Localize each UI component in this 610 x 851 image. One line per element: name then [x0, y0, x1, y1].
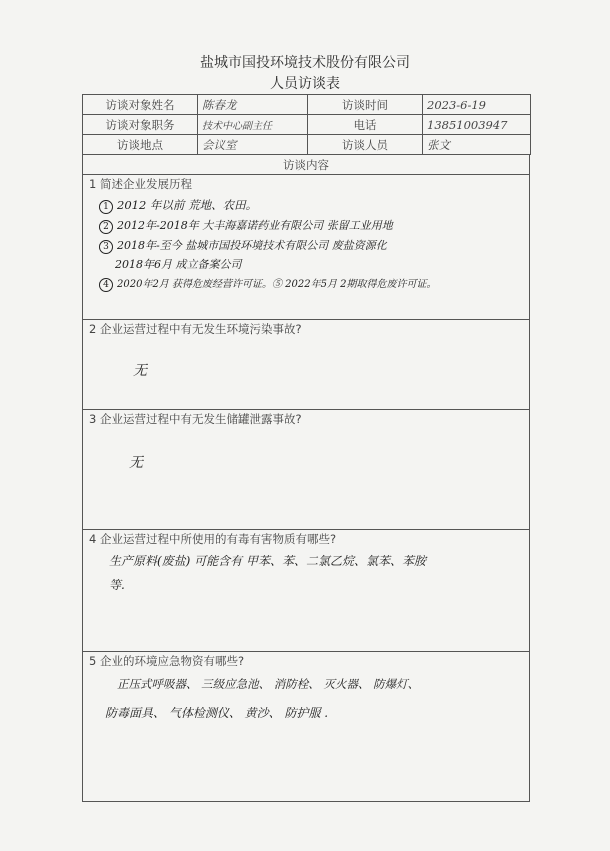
step-number-badge: 1 — [99, 200, 113, 214]
answer-2: 无 — [133, 363, 147, 379]
content-title: 访谈内容 — [82, 155, 530, 175]
answer-text: 2018年6月 成立备案公司 — [115, 258, 242, 271]
question-1-section — [82, 175, 530, 320]
question-5: 5 企业的环境应急物资有哪些? — [89, 654, 245, 668]
question-2: 2 企业运营过程中有无发生环境污染事故? — [89, 322, 302, 336]
info-table — [82, 94, 531, 155]
place-value: 会议室 — [198, 135, 308, 155]
interviewer-label: 访谈人员 — [308, 135, 423, 155]
answer-text: 2012年-2018年 大丰海嘉诺药业有限公司 张留工业用地 — [117, 219, 393, 232]
question-3-section — [82, 410, 530, 530]
table-row — [83, 135, 531, 155]
question-5-section — [82, 652, 530, 802]
table-row — [83, 115, 531, 135]
answer-1-line-1 — [99, 197, 257, 214]
time-value: 2023-6-19 — [423, 95, 531, 115]
form-title: 人员访谈表 — [270, 76, 340, 92]
place-label: 访谈地点 — [83, 135, 198, 155]
phone-label: 电话 — [308, 115, 423, 135]
answer-text: 2018年-至今 盐城市国投环境技术有限公司 废盐资源化 — [117, 239, 387, 252]
position-label: 访谈对象职务 — [83, 115, 198, 135]
answer-5-line-2: 防毒面具、 气体检测仪、 黄沙、 防护服 . — [105, 706, 329, 720]
question-2-section — [82, 320, 530, 410]
position-value: 技术中心副主任 — [198, 115, 308, 135]
company-name: 盐城市国投环境技术股份有限公司 — [200, 55, 410, 71]
answer-5-line-1: 正压式呼吸器、 三级应急池、 消防栓、 灭火器、 防爆灯、 — [117, 677, 420, 691]
answer-text: 2012 年以前 荒地、农田。 — [117, 198, 258, 212]
answer-1-line-4 — [115, 256, 242, 272]
answer-3: 无 — [129, 455, 143, 471]
answer-1-line-5 — [99, 275, 437, 292]
step-number-badge: 2 — [99, 220, 113, 234]
answer-4-line-1: 生产原料(废盐) 可能含有 甲苯、苯、二氯乙烷、氯苯、苯胺 — [109, 554, 426, 568]
answer-text: 2020年2月 获得危废经营许可证。⑤ 2022年5月 2期取得危废许可证。 — [117, 279, 437, 290]
phone-value: 13851003947 — [423, 115, 531, 135]
answer-1-line-3 — [99, 237, 387, 254]
step-number-badge: 4 — [99, 278, 113, 292]
time-label: 访谈时间 — [308, 95, 423, 115]
interviewer-value: 张文 — [423, 135, 531, 155]
name-value: 陈春龙 — [198, 95, 308, 115]
question-4: 4 企业运营过程中所使用的有毒有害物质有哪些? — [89, 532, 337, 546]
answer-4-line-2: 等. — [109, 578, 125, 592]
question-1: 1 简述企业发展历程 — [89, 177, 192, 191]
step-number-badge: 3 — [99, 240, 113, 254]
question-3: 3 企业运营过程中有无发生储罐泄露事故? — [89, 412, 302, 426]
table-row — [83, 95, 531, 115]
answer-1-line-2 — [99, 217, 393, 234]
name-label: 访谈对象姓名 — [83, 95, 198, 115]
question-4-section — [82, 530, 530, 652]
